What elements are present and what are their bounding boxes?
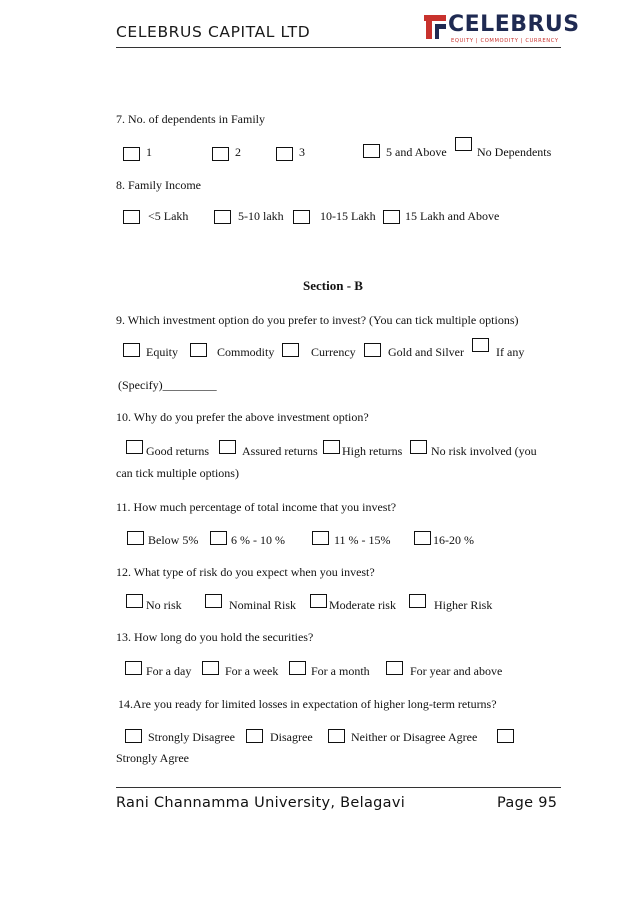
q9-specify: (Specify)_________ [118,378,217,392]
header-rule [116,47,561,48]
q13-checkbox-2[interactable] [202,661,219,675]
q12-option-3: Moderate risk [329,598,396,612]
q9-checkbox-5[interactable] [472,338,489,352]
q9-question: 9. Which investment option do you prefer to invest? (You can tick multiple options) [116,313,519,327]
q8-checkbox-1[interactable] [123,210,140,224]
q12-checkbox-4[interactable] [409,594,426,608]
q13-option-1: For a day [146,664,192,678]
q14-checkbox-4[interactable] [497,729,514,743]
footer-rule [116,787,561,788]
q9-checkbox-4[interactable] [364,343,381,357]
q14-checkbox-1[interactable] [125,729,142,743]
footer-university: Rani Channamma University, Belagavi [116,795,406,811]
q7-checkbox-1[interactable] [123,147,140,161]
q12-question: 12. What type of risk do you expect when you invest? [116,565,375,579]
footer-page-number: Page 95 [497,795,558,811]
q14-checkbox-2[interactable] [246,729,263,743]
q14-question: 14.Are you ready for limited losses in expectation of higher long-term returns? [118,697,497,711]
q10-option-2: Assured returns [242,444,318,458]
q12-option-1: No risk [146,598,182,612]
q7-checkbox-3[interactable] [276,147,293,161]
q8-option-4: 15 Lakh and Above [405,209,500,223]
celebrus-logo [424,12,580,47]
q11-question: 11. How much percentage of total income that you invest? [116,500,397,514]
q10-continuation: can tick multiple options) [116,466,239,480]
q13-option-3: For a month [311,664,370,678]
celebrus-logo-icon [424,15,446,39]
q9-checkbox-2[interactable] [190,343,207,357]
q8-option-2: 5-10 lakh [238,209,284,223]
q8-checkbox-3[interactable] [293,210,310,224]
q7-option-4: 5 and Above [386,145,447,159]
q13-checkbox-4[interactable] [386,661,403,675]
q7-checkbox-5[interactable] [455,137,472,151]
q9-option-5: If any [496,345,525,359]
q10-question: 10. Why do you prefer the above investment option? [116,410,369,424]
q11-checkbox-2[interactable] [210,531,227,545]
q7-option-1: 1 [146,145,152,159]
q10-checkbox-4[interactable] [410,440,427,454]
q13-option-4: For year and above [410,664,503,678]
q9-checkbox-1[interactable] [123,343,140,357]
q13-checkbox-3[interactable] [289,661,306,675]
q9-checkbox-3[interactable] [282,343,299,357]
q12-checkbox-3[interactable] [310,594,327,608]
q7-checkbox-4[interactable] [363,144,380,158]
q9-option-3: Currency [311,345,356,359]
section-b-heading: Section - B [303,278,363,293]
q7-option-5: No Dependents [477,145,552,159]
q11-checkbox-4[interactable] [414,531,431,545]
q8-option-1: <5 Lakh [148,209,189,223]
q8-checkbox-4[interactable] [383,210,400,224]
q11-option-1: Below 5% [148,533,199,547]
logo-tagline: EQUITY | COMMODITY | CURRENCY [451,38,559,44]
q10-option-4: No risk involved (you [431,444,537,458]
q14-option-3: Neither or Disagree Agree [351,730,478,744]
q9-option-2: Commodity [217,345,275,359]
q14-checkbox-3[interactable] [328,729,345,743]
q12-checkbox-1[interactable] [126,594,143,608]
q11-option-4: 16-20 % [433,533,474,547]
q13-question: 13. How long do you hold the securities? [116,630,314,644]
q10-checkbox-3[interactable] [323,440,340,454]
q11-checkbox-3[interactable] [312,531,329,545]
q7-option-3: 3 [299,145,305,159]
q8-question: 8. Family Income [116,178,201,192]
q10-option-1: Good returns [146,444,209,458]
q10-checkbox-2[interactable] [219,440,236,454]
q14-continuation: Strongly Agree [116,751,189,765]
header-title: CELEBRUS CAPITAL LTD [116,23,311,41]
q11-option-2: 6 % - 10 % [231,533,285,547]
q12-option-4: Higher Risk [434,598,493,612]
q9-option-4: Gold and Silver [388,345,464,359]
q10-option-3: High returns [342,444,403,458]
q8-checkbox-2[interactable] [214,210,231,224]
q12-checkbox-2[interactable] [205,594,222,608]
q13-option-2: For a week [225,664,279,678]
q13-checkbox-1[interactable] [125,661,142,675]
q10-checkbox-1[interactable] [126,440,143,454]
q14-option-1: Strongly Disagree [148,730,235,744]
q11-option-3: 11 % - 15% [334,533,391,547]
q14-option-2: Disagree [270,730,313,744]
q12-option-2: Nominal Risk [229,598,297,612]
q7-checkbox-2[interactable] [212,147,229,161]
q11-checkbox-1[interactable] [127,531,144,545]
q7-option-2: 2 [235,145,241,159]
q9-option-1: Equity [146,345,178,359]
q8-option-3: 10-15 Lakh [320,209,376,223]
q7-question: 7. No. of dependents in Family [116,112,265,126]
logo-name: CELEBRUS [448,12,580,37]
